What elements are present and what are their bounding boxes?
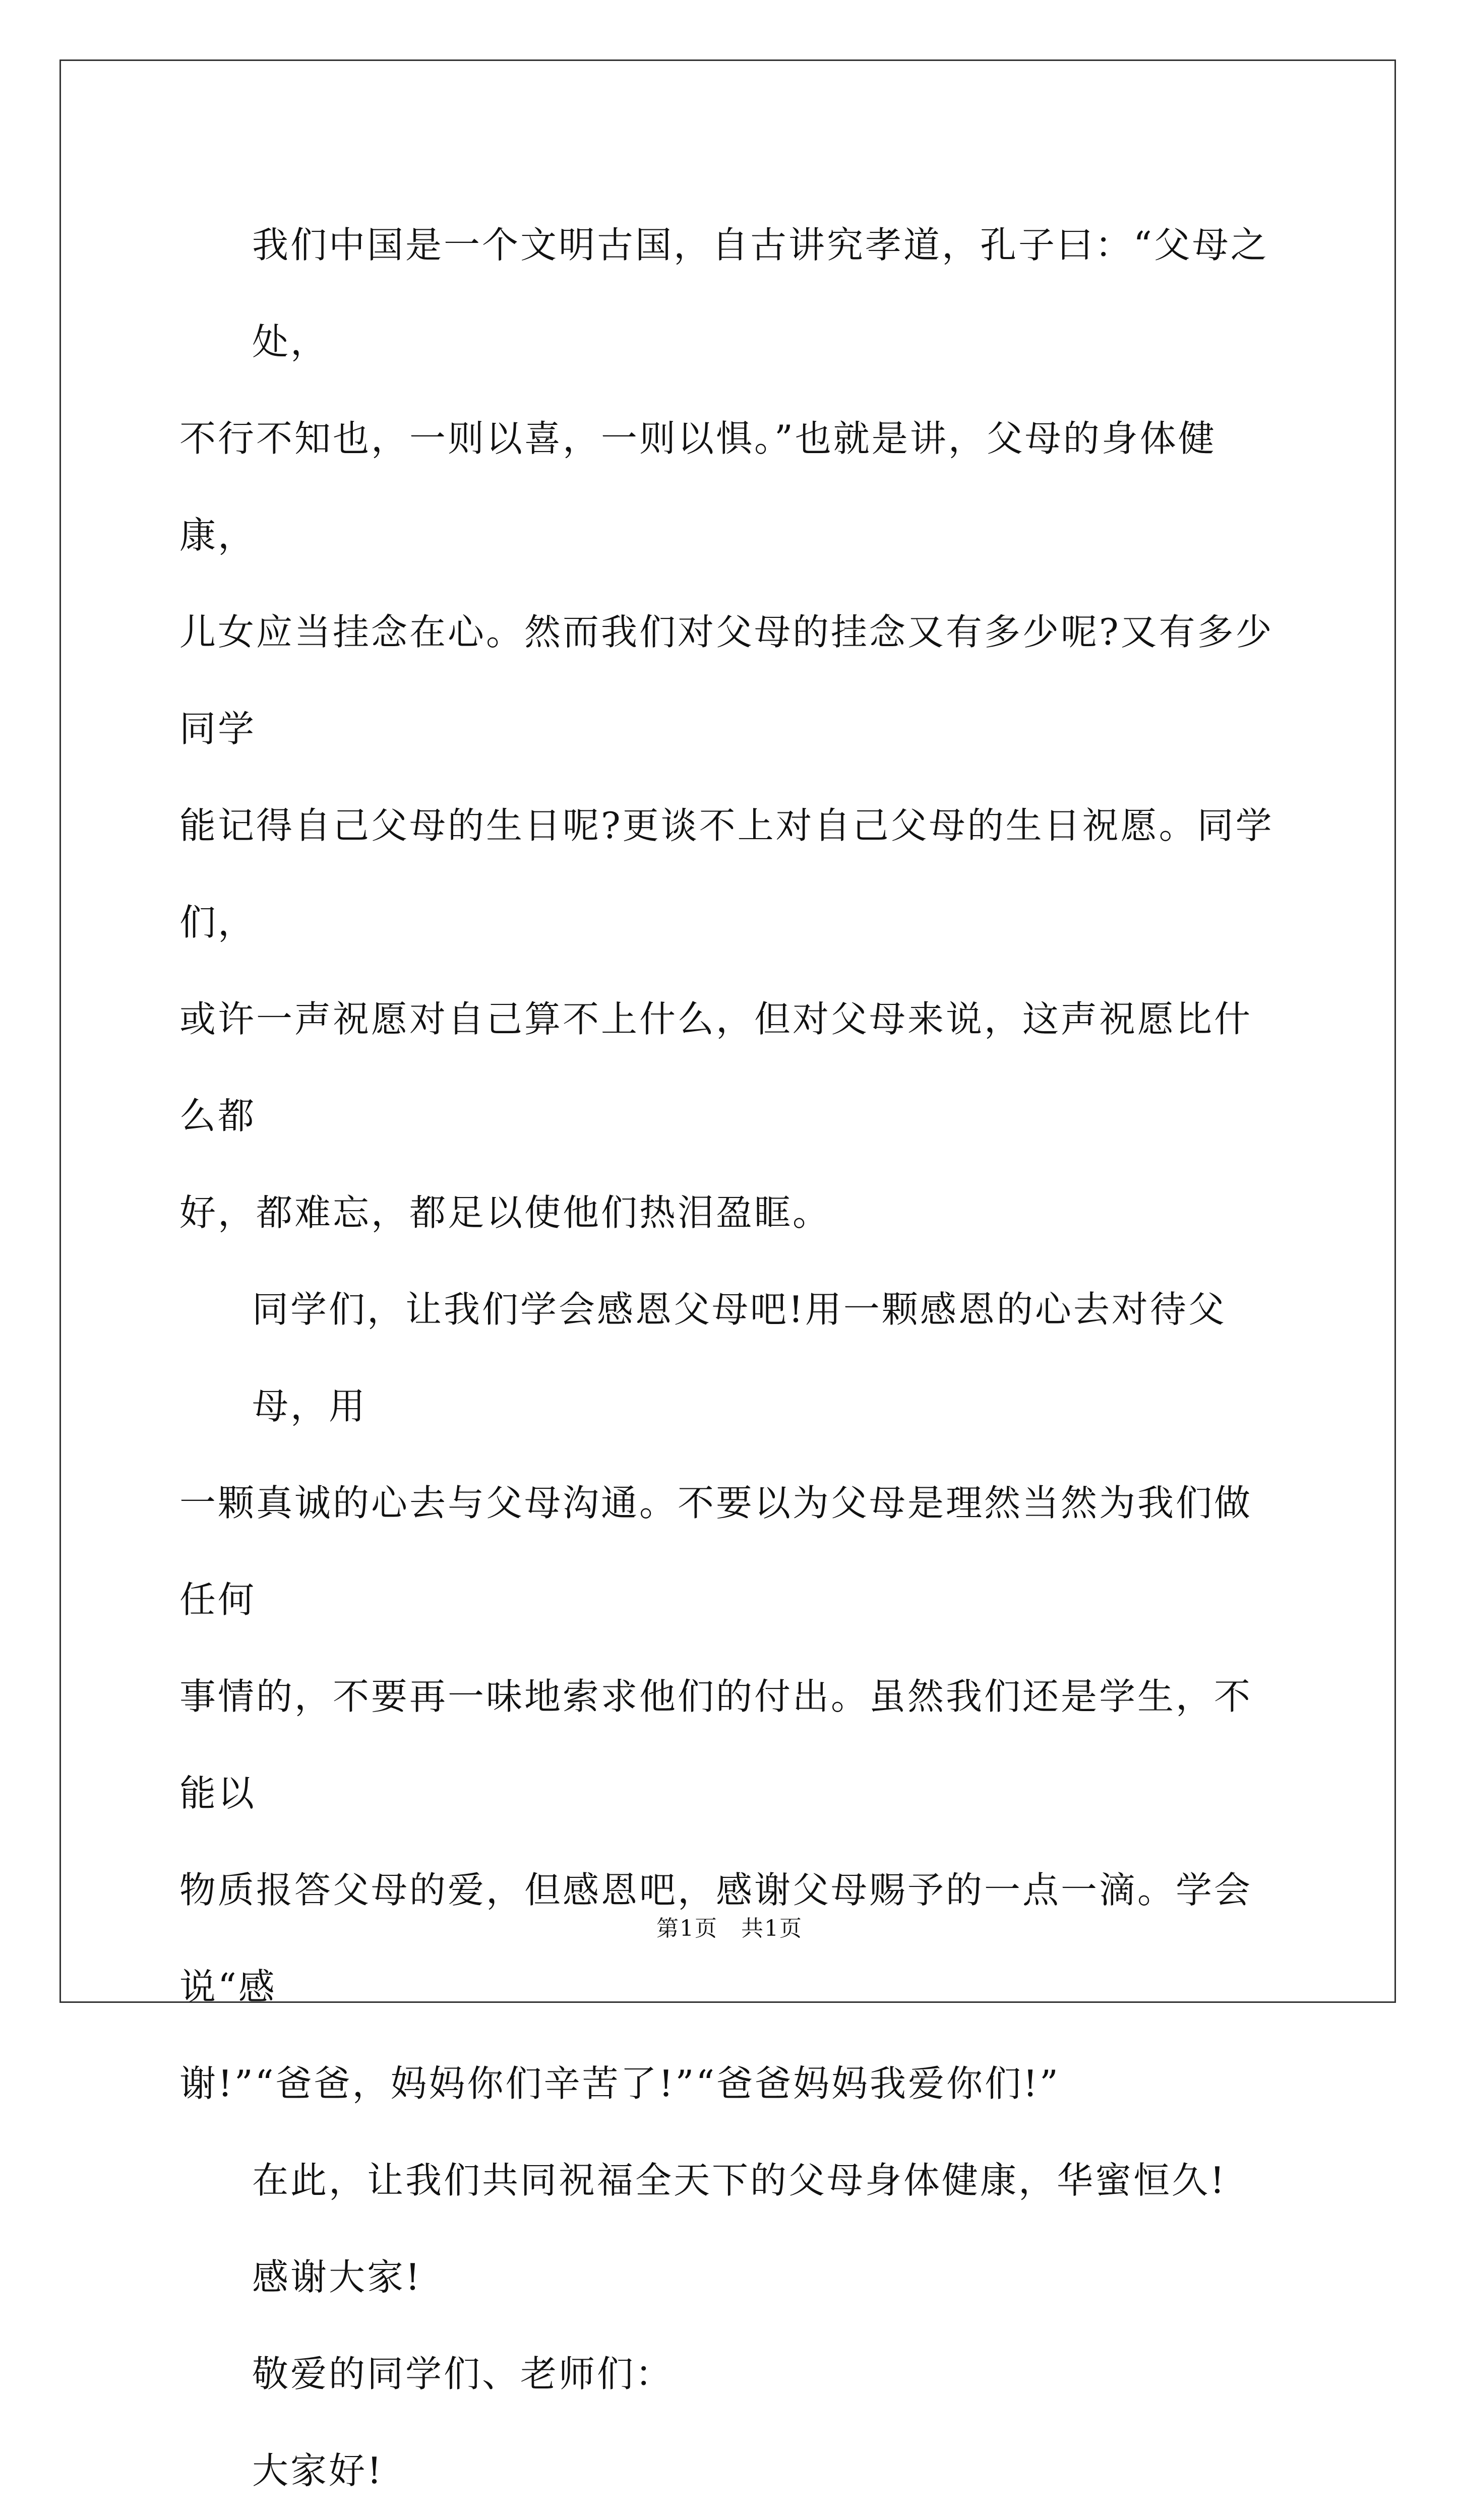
paragraph-line: 事情的，不要再一味地索求他们的付出。虽然我们还是学生，不能以 [179,1675,1253,1814]
paragraph-line: 不行不知也，一则以喜，一则以惧。”也就是讲，父母的身体健康， [179,417,1217,556]
paragraph-line: 好，都难忘，都足以使他们热泪盈眶。 [179,1191,831,1234]
paragraph-line: 谢!”“爸爸，妈妈你们辛苦了!”“爸爸妈妈我爱你们!” [179,2062,1060,2105]
paragraph-2 [179,1261,1289,2132]
paragraph-line: 我们中国是一个文明古国，自古讲究孝道，孔子曰：“父母之处， [252,224,1269,363]
document-body [179,197,1289,2520]
paragraph-line: 或许一声祝愿对自己算不上什么，但对父母来说，这声祝愿比什么都 [179,998,1253,1137]
section-heading [179,2519,1289,2520]
page-footer: 第1页 共1页 [656,1916,803,1941]
paragraph-1 [179,197,1289,1261]
paragraph-3: 在此，让我们共同祝福全天下的父母身体健康，华蜜恒久! [252,2159,1227,2201]
paragraph-line: 能记得自己父母的生日呢?更谈不上对自己父母的生日祝愿。同学们， [179,804,1274,943]
paragraph-5: 敬爱的同学们、老师们： [252,2353,674,2395]
paragraph-line: 一颗真诚的心去与父母沟通。不要以为父母是理然当然为我们做任何 [179,1482,1253,1621]
paragraph-4: 感谢大家! [252,2256,422,2298]
paragraph-line: 物质报答父母的爱，但感恩吧，感谢父母赐予的一点一滴。学会说“感 [179,1869,1253,2008]
paragraph-line: 同学们，让我们学会感恩父母吧!用一颗感恩的心去对待父母，用 [252,1288,1227,1427]
paragraph-line: 儿女应当挂念在心。然而我们对父母的挂念又有多少呢?又有多少同学 [179,611,1274,750]
paragraph-6: 大家好! [252,2449,384,2492]
